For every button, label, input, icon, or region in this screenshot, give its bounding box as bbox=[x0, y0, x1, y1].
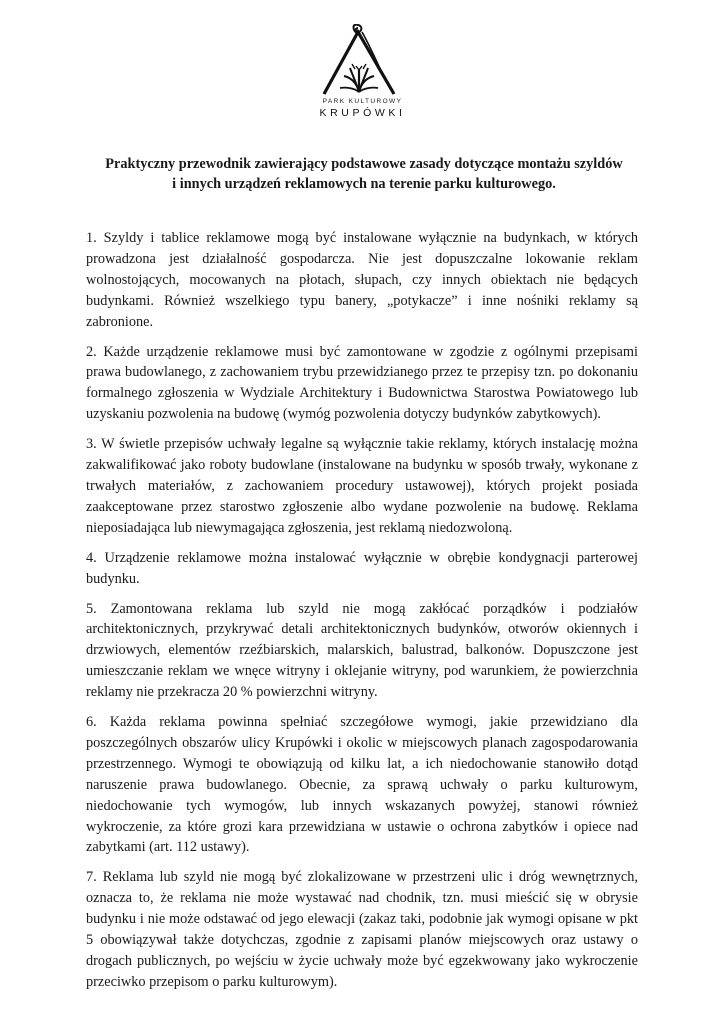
paragraph-4: 4. Urządzenie reklamowe można instalować wyłącznie w obrębie kondygnacji parterowej budynku. bbox=[86, 549, 638, 587]
title-line-1: Praktyczny przewodnik zawierający podstawowe zasady dotyczące montażu szyldów bbox=[105, 156, 623, 172]
paragraph-3: 3. W świetle przepisów uchwały legalne są wyłącznie takie reklamy, których instalację można zakwalifikować jako roboty budowlane (instalowane na budynku w sposób trwały, wykonane z trwałych materiałów, z zachowaniem procedury ustawowej), których projekt posiada zaakceptowane przez starostwo zgłoszenie albo wydane pozwolenie na budowę. Reklama nieposiadająca lub niewymagająca zgłoszenia, jest reklamą niedozwoloną. bbox=[86, 436, 638, 536]
park-logo bbox=[300, 24, 425, 124]
mountain-plant-icon bbox=[300, 24, 425, 98]
paragraph-2: 2. Każde urządzenie reklamowe musi być zamontowane w zgodzie z ogólnymi przepisami prawa budowlanego, z zachowaniem trybu przewidzianego przez te przepisy tzn. po dokonaniu formalnego zgłoszenia w Wydziale Architektury i Budownictwa Starostwa Powiatowego lub uzyskaniu pozwolenia na budowę (wymóg pozwolenia dotyczy budynków zabytkowych). bbox=[86, 343, 638, 423]
paragraph-6: 6. Każda reklama powinna spełniać szczegółowe wymogi, jakie przewidziano dla poszczególnych obszarów ulicy Krupówki i okolic w miejscowych planach zagospodarowania przestrzennego. Wymogi te obowiązują od kilku lat, a ich niedochowanie stanowiło dotąd naruszenie prawa budowlanego. Obecnie, za sprawą uchwały o parku kulturowym, niedochowanie tych wymogów, lub innych wskazanych powyżej, stanowi również wykroczenie, za które grozi kara przewidziana w ustawie o ochrona zabytków i opiece nad zabytkami (art. 112 ustawy). bbox=[86, 714, 638, 856]
paragraph-5: 5. Zamontowana reklama lub szyld nie mogą zakłócać porządków i podziałów architektonicznych, przykrywać detali architektonicznych budynków, otworów okiennych i drzwiowych, elementów rzeźbiarskich, malarskich, balustrad, balkonów. Dopuszczone jest umieszczanie reklam we wnęce witryny i oklejanie witryny, pod warunkiem, że powierzchnia reklamy nie przekracza 20 % powierzchni witryny. bbox=[86, 600, 638, 701]
title-line-2: i innych urządzeń reklamowych na terenie parku kulturowego. bbox=[172, 176, 556, 192]
logo-name: KRUPÓWKI bbox=[319, 107, 406, 119]
paragraph-7: 7. Reklama lub szyld nie mogą być zlokalizowane w przestrzeni ulic i dróg wewnętrznych, oznacza to, że reklama nie może wystawać nad chodnik, tzn. musi mieścić się w obrysie budynku i nie może odstawać od jego elewacji (zakaz taki, podobnie jak wymogi opisane w pkt 5 obowiązywał także dotychczas, zgodnie z zapisami planów miejscowych oraz ustawy o drogach publicznych, po wejściu w życie uchwały może być egzekwowany jako wykroczenie przeciwko przepisom o parku kulturowym). bbox=[86, 869, 638, 990]
paragraph-1: 1. Szyldy i tablice reklamowe mogą być instalowane wyłącznie na budynkach, w których prowadzona jest działalność gospodarcza. Nie jest dopuszczalne lokowanie reklam wolnostojących, mocowanych na płotach, słupach, czy innych obiektach nie będących budynkami. Również wszelkiego typu banery, „potykacze” i inne nośniki reklamy są zabronione. bbox=[86, 230, 638, 330]
document-title bbox=[90, 154, 638, 194]
document-body bbox=[86, 228, 638, 1002]
logo-subtitle: PARK KULTUROWY bbox=[322, 98, 403, 105]
